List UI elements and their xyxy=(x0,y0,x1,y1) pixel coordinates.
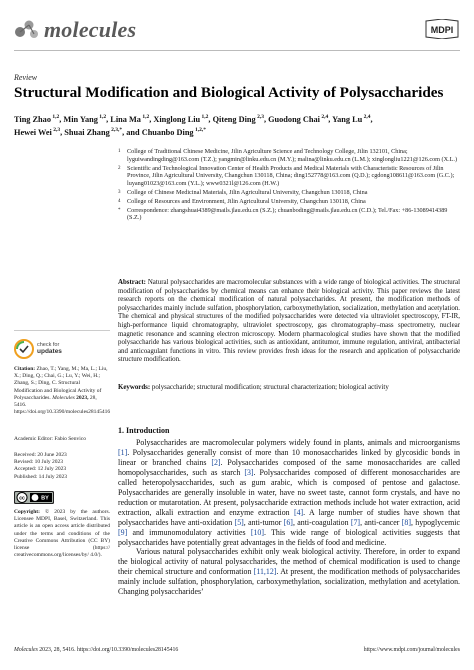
reference-link[interactable]: [5] xyxy=(234,517,244,527)
affiliation-number: * xyxy=(118,207,121,213)
sidebar-divider xyxy=(14,330,110,331)
reference-link[interactable]: [3] xyxy=(244,467,254,477)
affiliation-number: 4 xyxy=(118,198,121,204)
citation-journal: Molecules xyxy=(52,394,75,401)
affiliation-text: Correspondence: zhangshuai4389@mails.jlau.edu.cn (S.Z.); chuanboding@mails.jlau.edu.cn (C.D.); Tel./Fax: +86-13089414389 (S.Z.) xyxy=(127,206,448,222)
reference-link[interactable]: [2] xyxy=(211,457,221,467)
affiliation-item xyxy=(118,165,460,188)
intro-paragraph-2: Various natural polysaccharides exhibit only weak biological activity. Therefore, in order to expand the biological activity of natural polysaccharides, the method of chemical modification is used to change their chemical structure and conformation [11,12]. At present, the modification methods of polysaccharides mainly include sulfation, phosphorylation, carboxymethylation, socialization, methylation and acetylation. Changing polysaccharides’ xyxy=(118,547,460,597)
author-name[interactable]: Yang Lu xyxy=(332,114,363,124)
reference-link[interactable]: [10] xyxy=(250,527,264,537)
author-name[interactable]: Ting Zhao xyxy=(14,114,51,124)
reference-link[interactable]: [4] xyxy=(293,507,304,517)
keywords xyxy=(118,384,460,393)
citation-doi[interactable]: 28, 5416. https://doi.org/10.3390/molecules28145416 xyxy=(14,394,111,416)
author-name[interactable]: and Chuanbo Ding xyxy=(126,128,194,138)
reference-link[interactable]: [11,12] xyxy=(253,567,277,577)
reference-link[interactable]: [1] xyxy=(118,447,128,457)
journal-name: molecules xyxy=(44,17,137,42)
affiliation-text: College of Traditional Chinese Medicine, Jilin Agriculture Science and Technology College, Jilin 132101, China; lyguiwandingding@163.com (T.Z.); yangmin@linku.edu.cn (M.Y.); malina@linku.edu.cn (L.M.); xinglongliu1221@126.com (X.L.) xyxy=(127,148,457,163)
reference-link[interactable]: [9] xyxy=(118,527,128,537)
affiliation-item xyxy=(118,148,460,164)
reference-link[interactable]: [8] xyxy=(401,517,411,527)
article-type: Review xyxy=(14,73,38,82)
author-affiliation-marker: 1,2,* xyxy=(193,127,206,134)
cc-by-license-icon[interactable] xyxy=(14,491,54,504)
section-heading: 1. Introduction xyxy=(118,426,170,435)
svg-text:cc: cc xyxy=(19,495,25,502)
article-title: Structural Modification and Biological Activity of Polysaccharides xyxy=(14,84,444,101)
citation-block xyxy=(14,366,110,416)
author-affiliation-marker: 2,4 xyxy=(362,114,371,120)
affiliation-text: College of Resources and Environment, Jilin Agricultural University, Changchun 130118, China xyxy=(127,197,366,205)
affiliation-number: 1 xyxy=(118,149,121,154)
author-affiliation-marker: 1,2 xyxy=(50,114,60,120)
citation-label: Citation: xyxy=(14,366,36,372)
affiliations xyxy=(118,148,460,223)
author-name[interactable]: Xinglong Liu xyxy=(153,114,201,124)
abstract xyxy=(118,279,460,365)
check-updates-icon xyxy=(14,339,34,359)
check-for-updates-button[interactable] xyxy=(14,339,94,361)
copyright-block xyxy=(14,509,110,559)
author-name[interactable]: Qiteng Ding xyxy=(212,114,256,124)
check-small-label: check for xyxy=(37,342,60,348)
mdpi-label: MDPI xyxy=(430,25,454,35)
author-affiliation-marker: 2,3 xyxy=(255,114,264,120)
date-history xyxy=(14,452,110,481)
mdpi-logo-icon xyxy=(424,19,460,39)
author-list xyxy=(14,112,460,139)
author-name[interactable]: Lina Ma xyxy=(110,114,141,124)
affiliation-item xyxy=(118,198,460,206)
affiliation-item xyxy=(118,189,460,197)
date-received: Received: 20 June 2023 xyxy=(14,452,67,458)
footer-journal-url[interactable]: https://www.mdpi.com/journal/molecules xyxy=(363,647,460,653)
author-affiliation-marker: 1,2 xyxy=(140,114,150,120)
date-accepted: Accepted: 12 July 2023 xyxy=(14,466,67,473)
authors-line-2: Hewei Wei $^{2,3}$, Shuai Zhang $^{2,3,*}$, and Chuanbo Ding $^{1,2,*}$ xyxy=(14,127,206,138)
author-affiliation-marker: 1,2 xyxy=(97,114,107,120)
molecules-logo-icon xyxy=(14,18,40,40)
footer-citation xyxy=(14,647,178,653)
intro-paragraph-1: Polysaccharides are macromolecular polymers widely found in plants, animals and microorganisms [1]. Polysaccharides generally consist of more than 10 monosaccharides linked by glycosidic bonds in linear or branched chains [2]. Polysaccharides composed of the same monosaccharides are called homopolysaccharides, such as starch [3]. Polysaccharides composed of different monosaccharides are called heteropolysaccharides, such as gum arabic, which is composed of pentose and galactose. Polysaccharides are generally insoluble in water, have no sweet taste, cannot form crystals, and have no reduction or mutarotation. At present, polysaccharide extraction methods include hot water extraction, acid extraction, alkali extraction and enzyme extraction [4]. A large number of studies have shown that polysaccharides have anti-oxidation [5], anti-tumor [6], anti-coagulation [7], anti-cancer [8], hypoglycemic [9] and immunomodulatory activities [10]. This wide range of biological activities suggests that polysaccharides have potentially great advantages in the fields of food and medicine. xyxy=(118,438,461,547)
page-footer xyxy=(14,647,460,653)
author-name[interactable]: Hewei Wei xyxy=(14,128,52,138)
footer-doi[interactable]: 2023, 28, 5416. https://doi.org/10.3390/molecules28145416 xyxy=(39,647,179,653)
abstract-label: Abstract: xyxy=(118,279,146,286)
citation-text: Zhao, T.; Yang, M.; Ma, L.; Liu, X.; Ding, Q.; Chai, G.; Lu, Y.; Wei, H.; Zhang, S.; Ding, C. Structural Modification and Biological Activity of Polysaccharides. xyxy=(14,366,108,401)
author-name[interactable]: Min Yang xyxy=(63,114,98,124)
keywords-label: Keywords: xyxy=(118,384,151,391)
author-name[interactable]: Shuai Zhang xyxy=(64,128,110,138)
authors-line-1: Ting Zhao $^{1,2}$, Min Yang $^{1,2}$, Lina Ma $^{1,2}$, Xinglong Liu $^{1,2}$, Qiteng Ding $^{2,3}$, Guodong Chai $^{2,4}$, Yang Lu $^{2,4}$, xyxy=(14,114,373,124)
affiliation-number: 3 xyxy=(118,189,121,195)
affiliation-item xyxy=(118,207,460,223)
affiliation-text: Scientific and Technological Innovation Center of Health Products and Medical Materials with Characteristic Resources of Jilin Province, Jilin Agricultural University, Changchun 130118, China; ding152778@163.com (Q.D.); cgdong108611@163.com (G.C.); luyang01023@163.com (Y.L.); www0321l@126.com (H.W.) xyxy=(127,164,455,188)
keywords-text: polysaccharide; structural modification; structural characterization; biological activity xyxy=(151,384,389,391)
footer-journal: Molecules xyxy=(14,647,38,653)
reference-link[interactable]: [6] xyxy=(283,517,293,527)
journal-header xyxy=(14,14,460,44)
date-published: Published: 14 July 2023 xyxy=(14,473,68,480)
date-revised: Revised: 10 July 2023 xyxy=(14,459,64,466)
author-name[interactable]: Guodong Chai xyxy=(268,114,320,124)
affiliation-number: 2 xyxy=(118,165,121,171)
author-affiliation-marker: 2,4 xyxy=(319,114,329,120)
check-big-label: updates xyxy=(37,347,62,355)
svg-text:BY: BY xyxy=(41,495,49,502)
citation-year: 2023, xyxy=(76,394,89,401)
academic-editor: Academic Editor: Fabio Senvico xyxy=(14,436,86,442)
author-affiliation-marker: 2,3,* xyxy=(109,127,123,134)
copyright-label: Copyright: xyxy=(14,509,40,515)
check-updates-text xyxy=(37,342,62,355)
affiliation-text: College of Chinese Medicinal Materials, Jilin Agricultural University, Changchun 130118, China xyxy=(127,188,368,196)
copyright-text: © 2023 by the authors. Licensee MDPI, Basel, Switzerland. This article is an open access article distributed under the terms and conditions of the Creative Commons Attribution (CC BY) license (https:// creativecommons.org/licenses/by/ 4.0/). xyxy=(14,509,111,559)
header-divider xyxy=(14,50,460,51)
author-affiliation-marker: 1,2 xyxy=(200,114,209,120)
author-affiliation-marker: 2,3 xyxy=(51,127,61,134)
introduction-body xyxy=(118,438,460,597)
reference-link[interactable]: [7] xyxy=(350,517,361,527)
abstract-text: Natural polysaccharides are macromolecular substances with a wide range of biological activities. The structural modification of polysaccharides by chemical means can enhance their biological activity. This paper reviews the latest research reports on the chemical modification of natural polysaccharides. At present, the modification methods of polysaccharides mainly include sulfation, phosphorylation, carboxymethylation, socialization, methylation and acetylation. The chemical and physical structures of the modified polysaccharides were detected via ultraviolet spectroscopy, FT-IR, high-performance liquid chromatography, ultraviolet spectroscopy, gas chromatography–mass spectrometry, nuclear magnetic resonance and scanning electron microscopy. Modern pharmacological studies have shown that the modified polysaccharide has various biological activities, such as antioxidant, antitumor, immune regulation, antiviral, antibacterial and anticoagulant functions in vitro. This review provides fresh ideas for the research and application of polysaccharide structure modification. xyxy=(118,279,460,364)
